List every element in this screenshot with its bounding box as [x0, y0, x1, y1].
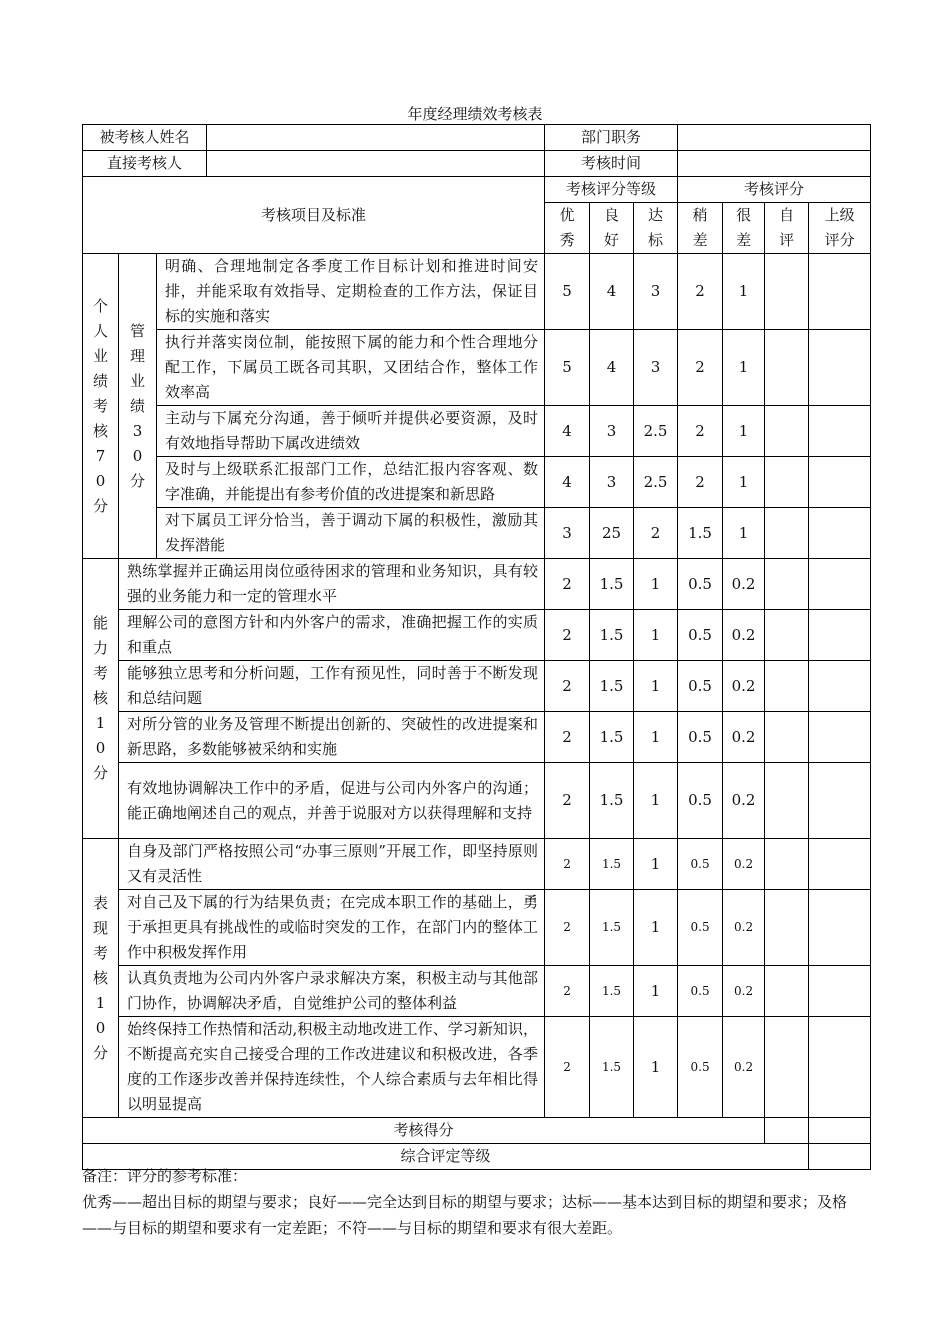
score-cell: 0.5 — [678, 559, 723, 610]
criterion-text: 及时与上级联系汇报部门工作，总结汇报内容客观、数字准确，并能提出有参考价值的改进提案和新思路 — [157, 457, 545, 508]
score-cell: 2 — [678, 254, 723, 330]
score-cell: 1 — [634, 890, 678, 966]
score-cell: 0.5 — [678, 1017, 723, 1118]
score-cell: 0.2 — [723, 1017, 765, 1118]
score-cell: 1.5 — [590, 839, 634, 890]
score-cell: 2 — [545, 966, 590, 1017]
score-cell: 1 — [634, 966, 678, 1017]
section-label: 表现考核10分 — [83, 839, 119, 1118]
table-row — [83, 839, 871, 890]
criterion-text: 熟练掌握并正确运用岗位亟待困求的管理和业务知识，具有较强的业务能力和一定的管理水平 — [119, 559, 545, 610]
score-group-header: 考核评分 — [678, 177, 871, 203]
table-row — [83, 890, 871, 966]
score-cell: 3 — [590, 457, 634, 508]
superior-eval-header: 上级评分 — [809, 203, 871, 254]
score-cell: 1 — [723, 330, 765, 406]
score-cell: 0.5 — [678, 661, 723, 712]
section-label: 个人业绩考核70分 — [83, 254, 119, 559]
dept-value-cell[interactable] — [678, 125, 871, 151]
score-cell: 0.2 — [723, 712, 765, 763]
grade-group-header: 考核评分等级 — [545, 177, 678, 203]
score-cell: 25 — [590, 508, 634, 559]
table-row — [83, 457, 871, 508]
score-cell: 4 — [545, 406, 590, 457]
score-cell: 0.5 — [678, 712, 723, 763]
score-cell: 1.5 — [590, 763, 634, 839]
score-cell: 2.5 — [634, 457, 678, 508]
criterion-text: 理解公司的意图方针和内外客户的需求，准确把握工作的实质和重点 — [119, 610, 545, 661]
total-self-score-cell[interactable] — [765, 1118, 809, 1144]
self-eval-header: 自评 — [765, 203, 809, 254]
table-row — [83, 254, 871, 330]
superior-eval-cell[interactable] — [809, 330, 871, 406]
superior-eval-cell[interactable] — [809, 661, 871, 712]
score-cell: 0.5 — [678, 839, 723, 890]
self-eval-cell[interactable] — [765, 763, 809, 839]
score-cell: 0.2 — [723, 890, 765, 966]
table-row — [83, 406, 871, 457]
superior-eval-cell[interactable] — [809, 610, 871, 661]
score-cell: 3 — [634, 254, 678, 330]
self-eval-cell[interactable] — [765, 661, 809, 712]
name-label: 被考核人姓名 — [83, 125, 207, 151]
score-cell: 1.5 — [590, 559, 634, 610]
table-row — [83, 661, 871, 712]
superior-eval-cell[interactable] — [809, 406, 871, 457]
score-cell: 4 — [590, 330, 634, 406]
score-cell: 0.2 — [723, 610, 765, 661]
score-cell: 4 — [545, 457, 590, 508]
score-cell: 5 — [545, 330, 590, 406]
self-eval-cell[interactable] — [765, 712, 809, 763]
score-cell: 0.2 — [723, 966, 765, 1017]
score-cell: 2 — [545, 890, 590, 966]
score-cell: 1 — [634, 661, 678, 712]
superior-eval-cell[interactable] — [809, 457, 871, 508]
score-cell: 1 — [723, 254, 765, 330]
score-cell: 1 — [723, 508, 765, 559]
score-cell: 1 — [634, 559, 678, 610]
notes — [82, 1163, 872, 1241]
grade-header: 优秀 — [545, 203, 590, 254]
score-cell: 2 — [678, 406, 723, 457]
score-cell: 1 — [723, 457, 765, 508]
table-row — [83, 610, 871, 661]
score-cell: 0.2 — [723, 661, 765, 712]
self-eval-cell[interactable] — [765, 559, 809, 610]
table-row — [83, 508, 871, 559]
self-eval-cell[interactable] — [765, 610, 809, 661]
sub-section-label: 管理业绩30分 — [119, 254, 157, 559]
score-cell: 2 — [545, 610, 590, 661]
table-row — [83, 1017, 871, 1118]
superior-eval-cell[interactable] — [809, 890, 871, 966]
criterion-text: 认真负责地为公司内外客户录求解决方案，积极主动与其他部门协作，协调解决矛盾，自觉维护公司的整体利益 — [119, 966, 545, 1017]
table-row — [83, 966, 871, 1017]
score-cell: 1 — [634, 763, 678, 839]
self-eval-cell[interactable] — [765, 457, 809, 508]
superior-eval-cell[interactable] — [809, 839, 871, 890]
page-title: 年度经理绩效考核表 — [407, 105, 543, 123]
reviewer-label: 直接考核人 — [83, 151, 207, 177]
notes-title: 备注：评分的参考标准： — [82, 1167, 248, 1185]
score-cell: 2.5 — [634, 406, 678, 457]
score-cell: 2 — [678, 457, 723, 508]
criterion-text: 对所分管的业务及管理不断提出创新的、突破性的改进提案和新思路，多数能够被采纳和实施 — [119, 712, 545, 763]
score-cell: 1 — [634, 839, 678, 890]
criterion-text: 执行并落实岗位制，能按照下属的能力和个性合理地分配工作，下属员工既各司其职，又团结合作，整体工作效率高 — [157, 330, 545, 406]
score-cell: 4 — [590, 254, 634, 330]
score-cell: 2 — [545, 661, 590, 712]
score-cell: 0.2 — [723, 559, 765, 610]
dept-label: 部门职务 — [545, 125, 678, 151]
score-cell: 0.2 — [723, 763, 765, 839]
score-cell: 2 — [545, 839, 590, 890]
overall-grade-label: 综合评定等级 — [83, 1144, 809, 1170]
table-row — [83, 763, 871, 839]
criterion-text: 始终保持工作热情和活动,积极主动地改进工作、学习新知识，不断提高充实自己接受合理的工作改进建议和积极改进，各季度的工作逐步改善并保持连续性，个人综合素质与去年相比得以明显提高 — [119, 1017, 545, 1118]
score-cell: 0.5 — [678, 966, 723, 1017]
name-value-cell[interactable] — [207, 125, 545, 151]
items-header: 考核项目及标准 — [83, 177, 545, 254]
score-cell: 1 — [634, 712, 678, 763]
grade-header: 很差 — [723, 203, 765, 254]
self-eval-cell[interactable] — [765, 330, 809, 406]
reviewer-value-cell[interactable] — [207, 151, 545, 177]
grade-header: 达标 — [634, 203, 678, 254]
time-label: 考核时间 — [545, 151, 678, 177]
score-cell: 5 — [545, 254, 590, 330]
score-cell: 1.5 — [590, 610, 634, 661]
criterion-text: 对下属员工评分恰当，善于调动下属的积极性，激励其发挥潜能 — [157, 508, 545, 559]
score-cell: 3 — [634, 330, 678, 406]
score-cell: 0.5 — [678, 610, 723, 661]
score-cell: 0.5 — [678, 763, 723, 839]
superior-eval-cell[interactable] — [809, 254, 871, 330]
criterion-text: 对自己及下属的行为结果负责；在完成本职工作的基础上，勇于承担更具有挑战性的或临时突发的工作，在部门内的整体工作中积极发挥作用 — [119, 890, 545, 966]
self-eval-cell[interactable] — [765, 1017, 809, 1118]
self-eval-cell[interactable] — [765, 406, 809, 457]
appraisal-table — [82, 124, 871, 1170]
superior-eval-cell[interactable] — [809, 508, 871, 559]
score-cell: 1 — [634, 1017, 678, 1118]
score-cell: 2 — [545, 712, 590, 763]
score-cell: 2 — [545, 763, 590, 839]
superior-eval-cell[interactable] — [809, 966, 871, 1017]
criterion-text: 明确、合理地制定各季度工作目标计划和推进时间安排，并能采取有效指导、定期检查的工作方法，保证目标的实施和落实 — [157, 254, 545, 330]
table-row — [83, 559, 871, 610]
criterion-text: 有效地协调解决工作中的矛盾，促进与公司内外客户的沟通；能正确地阐述自己的观点，并善于说服对方以获得理解和支持 — [119, 763, 545, 839]
self-eval-cell[interactable] — [765, 890, 809, 966]
self-eval-cell[interactable] — [765, 966, 809, 1017]
score-cell: 1 — [634, 610, 678, 661]
score-cell: 2 — [545, 1017, 590, 1118]
superior-eval-cell[interactable] — [809, 559, 871, 610]
table-row — [83, 712, 871, 763]
score-cell: 2 — [678, 330, 723, 406]
notes-body: 优秀——超出目标的期望与要求；良好——完全达到目标的期望与要求；达标——基本达到目标的期望和要求；及格——与目标的期望和要求有一定差距；不符——与目标的期望和要求有很大差距。 — [82, 1193, 848, 1237]
score-cell: 1.5 — [590, 712, 634, 763]
score-cell: 1.5 — [590, 890, 634, 966]
score-cell: 0.2 — [723, 839, 765, 890]
superior-eval-cell[interactable] — [809, 763, 871, 839]
score-cell: 2 — [634, 508, 678, 559]
self-eval-cell[interactable] — [765, 254, 809, 330]
score-cell: 3 — [545, 508, 590, 559]
grade-header: 稍差 — [678, 203, 723, 254]
score-cell: 1.5 — [678, 508, 723, 559]
score-cell: 3 — [590, 406, 634, 457]
criterion-text: 能够独立思考和分析问题，工作有预见性，同时善于不断发现和总结问题 — [119, 661, 545, 712]
total-superior-score-cell[interactable] — [809, 1118, 871, 1144]
score-cell: 2 — [545, 559, 590, 610]
superior-eval-cell[interactable] — [809, 712, 871, 763]
grade-header: 良好 — [590, 203, 634, 254]
score-cell: 1 — [723, 406, 765, 457]
score-cell: 1.5 — [590, 966, 634, 1017]
table-row — [83, 330, 871, 406]
criterion-text: 主动与下属充分沟通，善于倾听并提供必要资源，及时有效地指导帮助下属改进绩效 — [157, 406, 545, 457]
self-eval-cell[interactable] — [765, 839, 809, 890]
score-cell: 0.5 — [678, 890, 723, 966]
score-cell: 1.5 — [590, 1017, 634, 1118]
time-value-cell[interactable] — [678, 151, 871, 177]
score-cell: 1.5 — [590, 661, 634, 712]
criterion-text: 自身及部门严格按照公司“办事三原则”开展工作，即坚持原则又有灵活性 — [119, 839, 545, 890]
total-score-label: 考核得分 — [83, 1118, 765, 1144]
section-label: 能力考核10分 — [83, 559, 119, 839]
self-eval-cell[interactable] — [765, 508, 809, 559]
superior-eval-cell[interactable] — [809, 1017, 871, 1118]
